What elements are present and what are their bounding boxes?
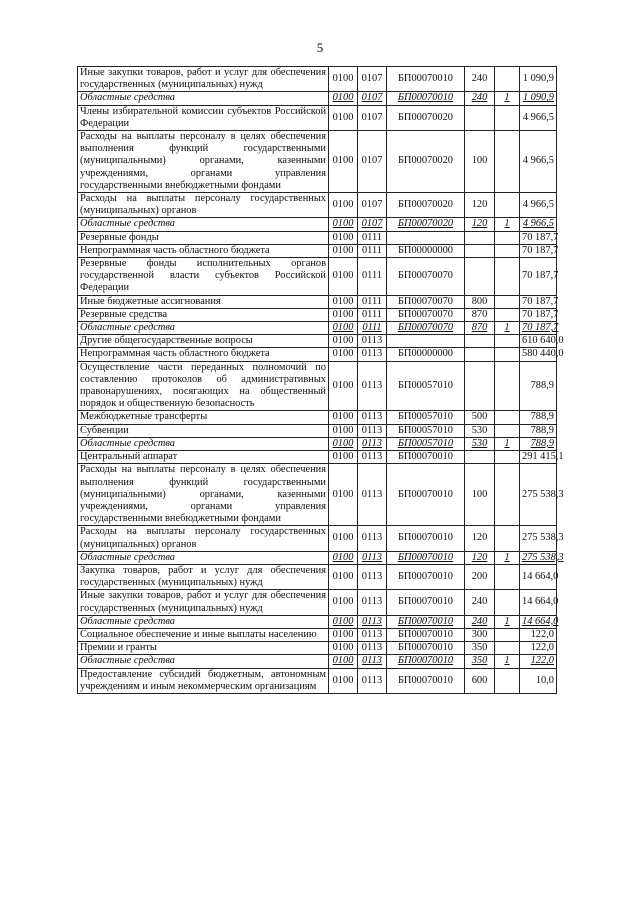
row-subsection: 0113 (358, 348, 387, 361)
row-funding-source: 1 (495, 655, 520, 668)
row-expense-type: 300 (465, 628, 495, 641)
row-subsection: 0113 (358, 451, 387, 464)
row-target-article: БП00070020 (387, 218, 465, 231)
row-funding-source (495, 308, 520, 321)
table-row-funding-source (78, 322, 557, 335)
row-subsection: 0113 (358, 668, 387, 693)
row-expense-type: 240 (465, 67, 495, 92)
row-expense-type: 100 (465, 131, 495, 193)
row-target-article (387, 335, 465, 348)
row-amount: 275 538,3 (520, 464, 557, 526)
row-amount: 10,0 (520, 668, 557, 693)
row-funding-source: 1 (495, 92, 520, 105)
row-funding-source (495, 424, 520, 437)
row-section: 0100 (329, 295, 358, 308)
table-row (78, 451, 557, 464)
row-funding-source: 1 (495, 615, 520, 628)
row-amount: 788,9 (520, 424, 557, 437)
row-amount: 70 187,7 (520, 258, 557, 296)
row-subsection: 0107 (358, 67, 387, 92)
row-target-article: БП00070010 (387, 564, 465, 589)
row-expense-type (465, 105, 495, 130)
row-name: Областные средства (78, 655, 329, 668)
row-expense-type: 500 (465, 411, 495, 424)
row-expense-type: 120 (465, 218, 495, 231)
row-funding-source (495, 451, 520, 464)
row-section: 0100 (329, 361, 358, 411)
row-section: 0100 (329, 655, 358, 668)
row-name: Областные средства (78, 551, 329, 564)
row-subsection: 0113 (358, 335, 387, 348)
row-name: Областные средства (78, 615, 329, 628)
row-funding-source: 1 (495, 218, 520, 231)
row-amount: 275 538,3 (520, 526, 557, 551)
row-target-article: БП00070010 (387, 92, 465, 105)
table-row (78, 590, 557, 615)
row-subsection: 0113 (358, 628, 387, 641)
row-expense-type (465, 231, 495, 244)
row-funding-source (495, 642, 520, 655)
row-section: 0100 (329, 451, 358, 464)
row-expense-type (465, 451, 495, 464)
row-expense-type: 120 (465, 193, 495, 218)
table-row (78, 464, 557, 526)
row-section: 0100 (329, 437, 358, 450)
table-row-funding-source (78, 92, 557, 105)
row-expense-type: 600 (465, 668, 495, 693)
table-row (78, 564, 557, 589)
row-name: Закупка товаров, работ и услуг для обеспечения государственных (муниципальных) нужд (78, 564, 329, 589)
row-name: Расходы на выплаты персоналу в целях обеспечения выполнения функций государственными (муниципальными) органами, казенными учреждениями, органами управления государственными внебюджетными фондами (78, 131, 329, 193)
row-funding-source (495, 668, 520, 693)
row-section: 0100 (329, 308, 358, 321)
row-name: Непрограммная часть областного бюджета (78, 348, 329, 361)
row-expense-type (465, 258, 495, 296)
row-target-article: БП00070070 (387, 308, 465, 321)
row-target-article: БП00070010 (387, 464, 465, 526)
row-amount: 14 664,0 (520, 590, 557, 615)
row-amount: 122,0 (520, 642, 557, 655)
row-funding-source (495, 348, 520, 361)
row-expense-type: 120 (465, 551, 495, 564)
row-funding-source (495, 67, 520, 92)
row-name: Расходы на выплаты персоналу государственных (муниципальных) органов (78, 526, 329, 551)
row-funding-source (495, 590, 520, 615)
row-section: 0100 (329, 642, 358, 655)
row-expense-type (465, 244, 495, 257)
row-target-article: БП00070020 (387, 193, 465, 218)
row-target-article: БП00070010 (387, 615, 465, 628)
row-target-article: БП00070010 (387, 628, 465, 641)
budget-table-body (78, 67, 564, 694)
row-target-article: БП00070010 (387, 451, 465, 464)
row-funding-source (495, 295, 520, 308)
table-row (78, 258, 557, 296)
table-row (78, 424, 557, 437)
row-subsection: 0107 (358, 92, 387, 105)
table-row-funding-source (78, 551, 557, 564)
row-funding-source (495, 628, 520, 641)
row-name: Иные закупки товаров, работ и услуг для обеспечения государственных (муниципальных) нужд (78, 590, 329, 615)
row-expense-type: 870 (465, 308, 495, 321)
row-section: 0100 (329, 590, 358, 615)
row-target-article: БП00000000 (387, 244, 465, 257)
row-funding-source (495, 131, 520, 193)
row-funding-source (495, 464, 520, 526)
row-section: 0100 (329, 231, 358, 244)
row-target-article: БП00070020 (387, 131, 465, 193)
table-row-funding-source (78, 437, 557, 450)
row-subsection: 0107 (358, 131, 387, 193)
row-amount: 70 187,7 (520, 244, 557, 257)
row-section: 0100 (329, 348, 358, 361)
row-name: Областные средства (78, 437, 329, 450)
row-section: 0100 (329, 92, 358, 105)
row-section: 0100 (329, 67, 358, 92)
table-row (78, 244, 557, 257)
row-name: Областные средства (78, 92, 329, 105)
row-amount: 788,9 (520, 437, 557, 450)
row-amount: 1 090,9 (520, 92, 557, 105)
row-name: Премии и гранты (78, 642, 329, 655)
row-expense-type: 350 (465, 655, 495, 668)
table-row (78, 131, 557, 193)
row-expense-type: 240 (465, 92, 495, 105)
row-subsection: 0113 (358, 551, 387, 564)
table-row (78, 193, 557, 218)
row-section: 0100 (329, 628, 358, 641)
row-subsection: 0113 (358, 590, 387, 615)
row-funding-source: 1 (495, 437, 520, 450)
row-name: Межбюджетные трансферты (78, 411, 329, 424)
row-name: Областные средства (78, 218, 329, 231)
row-target-article: БП00070070 (387, 258, 465, 296)
row-section: 0100 (329, 218, 358, 231)
table-row (78, 295, 557, 308)
row-subsection: 0107 (358, 193, 387, 218)
row-subsection: 0113 (358, 615, 387, 628)
row-subsection: 0113 (358, 655, 387, 668)
row-target-article: БП00070010 (387, 67, 465, 92)
table-row (78, 642, 557, 655)
row-amount: 275 538,3 (520, 551, 557, 564)
row-subsection: 0111 (358, 322, 387, 335)
row-amount: 70 187,7 (520, 231, 557, 244)
row-target-article: БП00070010 (387, 655, 465, 668)
row-subsection: 0113 (358, 361, 387, 411)
row-name: Социальное обеспечение и иные выплаты населению (78, 628, 329, 641)
row-name: Осуществление части переданных полномочий по составлению протоколов об административных правонарушениях, посягающих на общественный порядок и общественную безопасность (78, 361, 329, 411)
page-number: 5 (316, 40, 324, 55)
row-name: Центральный аппарат (78, 451, 329, 464)
row-target-article: БП00057010 (387, 424, 465, 437)
row-amount: 610 640,0 (520, 335, 557, 348)
row-subsection: 0113 (358, 564, 387, 589)
row-target-article: БП00070010 (387, 526, 465, 551)
row-amount: 788,9 (520, 361, 557, 411)
row-amount: 70 187,7 (520, 322, 557, 335)
row-subsection: 0111 (358, 244, 387, 257)
row-amount: 122,0 (520, 628, 557, 641)
row-section: 0100 (329, 105, 358, 130)
row-name: Областные средства (78, 322, 329, 335)
row-target-article: БП00070010 (387, 642, 465, 655)
row-name: Расходы на выплаты персоналу государственных (муниципальных) органов (78, 193, 329, 218)
row-funding-source (495, 244, 520, 257)
row-section: 0100 (329, 615, 358, 628)
row-subsection: 0111 (358, 308, 387, 321)
row-section: 0100 (329, 668, 358, 693)
row-expense-type: 240 (465, 615, 495, 628)
table-row (78, 335, 557, 348)
row-name: Субвенции (78, 424, 329, 437)
row-amount: 4 966,5 (520, 193, 557, 218)
row-section: 0100 (329, 464, 358, 526)
table-row (78, 67, 557, 92)
table-row (78, 308, 557, 321)
row-expense-type: 530 (465, 437, 495, 450)
row-target-article: БП00070010 (387, 590, 465, 615)
row-funding-source (495, 258, 520, 296)
row-amount: 4 966,5 (520, 131, 557, 193)
row-amount: 291 415,1 (520, 451, 557, 464)
row-amount: 1 090,9 (520, 67, 557, 92)
row-amount: 122,0 (520, 655, 557, 668)
row-subsection: 0111 (358, 295, 387, 308)
row-section: 0100 (329, 193, 358, 218)
row-name: Резервные фонды (78, 231, 329, 244)
row-name: Члены избирательной комиссии субъектов Российской Федерации (78, 105, 329, 130)
row-subsection: 0107 (358, 218, 387, 231)
row-section: 0100 (329, 411, 358, 424)
row-section: 0100 (329, 551, 358, 564)
row-name: Резервные фонды исполнительных органов государственной власти субъектов Российской Федерации (78, 258, 329, 296)
row-amount: 70 187,7 (520, 308, 557, 321)
row-subsection: 0111 (358, 231, 387, 244)
row-funding-source (495, 335, 520, 348)
row-name: Резервные средства (78, 308, 329, 321)
row-section: 0100 (329, 322, 358, 335)
table-row (78, 348, 557, 361)
table-row-funding-source (78, 655, 557, 668)
row-subsection: 0113 (358, 464, 387, 526)
row-subsection: 0113 (358, 411, 387, 424)
row-name: Другие общегосударственные вопросы (78, 335, 329, 348)
row-amount: 70 187,7 (520, 295, 557, 308)
row-expense-type: 870 (465, 322, 495, 335)
row-target-article: БП00000000 (387, 348, 465, 361)
row-funding-source (495, 564, 520, 589)
row-section: 0100 (329, 244, 358, 257)
row-amount: 788,9 (520, 411, 557, 424)
row-name: Расходы на выплаты персоналу в целях обеспечения выполнения функций государственными (муниципальными) органами, казенными учреждениями, органами управления государственными внебюджетными фондами (78, 464, 329, 526)
row-section: 0100 (329, 335, 358, 348)
row-target-article (387, 231, 465, 244)
row-target-article: БП00057010 (387, 411, 465, 424)
row-expense-type: 350 (465, 642, 495, 655)
row-expense-type (465, 361, 495, 411)
row-expense-type: 120 (465, 526, 495, 551)
row-amount: 14 664,0 (520, 615, 557, 628)
row-expense-type (465, 335, 495, 348)
row-expense-type: 240 (465, 590, 495, 615)
row-subsection: 0113 (358, 642, 387, 655)
table-row (78, 526, 557, 551)
row-target-article: БП00070010 (387, 551, 465, 564)
table-row (78, 231, 557, 244)
row-subsection: 0113 (358, 526, 387, 551)
row-amount: 14 664,0 (520, 564, 557, 589)
row-section: 0100 (329, 424, 358, 437)
table-row (78, 105, 557, 130)
row-subsection: 0113 (358, 437, 387, 450)
row-name: Иные бюджетные ассигнования (78, 295, 329, 308)
row-section: 0100 (329, 526, 358, 551)
row-section: 0100 (329, 564, 358, 589)
row-funding-source (495, 361, 520, 411)
table-row (78, 668, 557, 693)
table-row-funding-source (78, 218, 557, 231)
row-funding-source (495, 105, 520, 130)
row-target-article: БП00057010 (387, 361, 465, 411)
row-section: 0100 (329, 258, 358, 296)
row-subsection: 0113 (358, 424, 387, 437)
table-row (78, 628, 557, 641)
row-name: Непрограммная часть областного бюджета (78, 244, 329, 257)
row-expense-type: 800 (465, 295, 495, 308)
row-funding-source (495, 193, 520, 218)
row-amount: 580 440,0 (520, 348, 557, 361)
row-target-article: БП00057010 (387, 437, 465, 450)
table-row (78, 411, 557, 424)
row-funding-source: 1 (495, 551, 520, 564)
row-target-article: БП00070020 (387, 105, 465, 130)
budget-table (77, 66, 564, 694)
row-section: 0100 (329, 131, 358, 193)
row-funding-source (495, 411, 520, 424)
row-funding-source (495, 526, 520, 551)
row-name: Иные закупки товаров, работ и услуг для обеспечения государственных (муниципальных) нужд (78, 67, 329, 92)
row-expense-type: 100 (465, 464, 495, 526)
row-expense-type: 530 (465, 424, 495, 437)
row-target-article: БП00070070 (387, 322, 465, 335)
row-funding-source (495, 231, 520, 244)
table-row (78, 361, 557, 411)
row-funding-source: 1 (495, 322, 520, 335)
row-amount: 4 966,5 (520, 218, 557, 231)
row-subsection: 0111 (358, 258, 387, 296)
table-row-funding-source (78, 615, 557, 628)
row-name: Предоставление субсидий бюджетным, автономным учреждениям и иным некоммерческим организациям (78, 668, 329, 693)
row-target-article: БП00070070 (387, 295, 465, 308)
row-amount: 4 966,5 (520, 105, 557, 130)
row-subsection: 0107 (358, 105, 387, 130)
row-expense-type (465, 348, 495, 361)
row-target-article: БП00070010 (387, 668, 465, 693)
row-expense-type: 200 (465, 564, 495, 589)
